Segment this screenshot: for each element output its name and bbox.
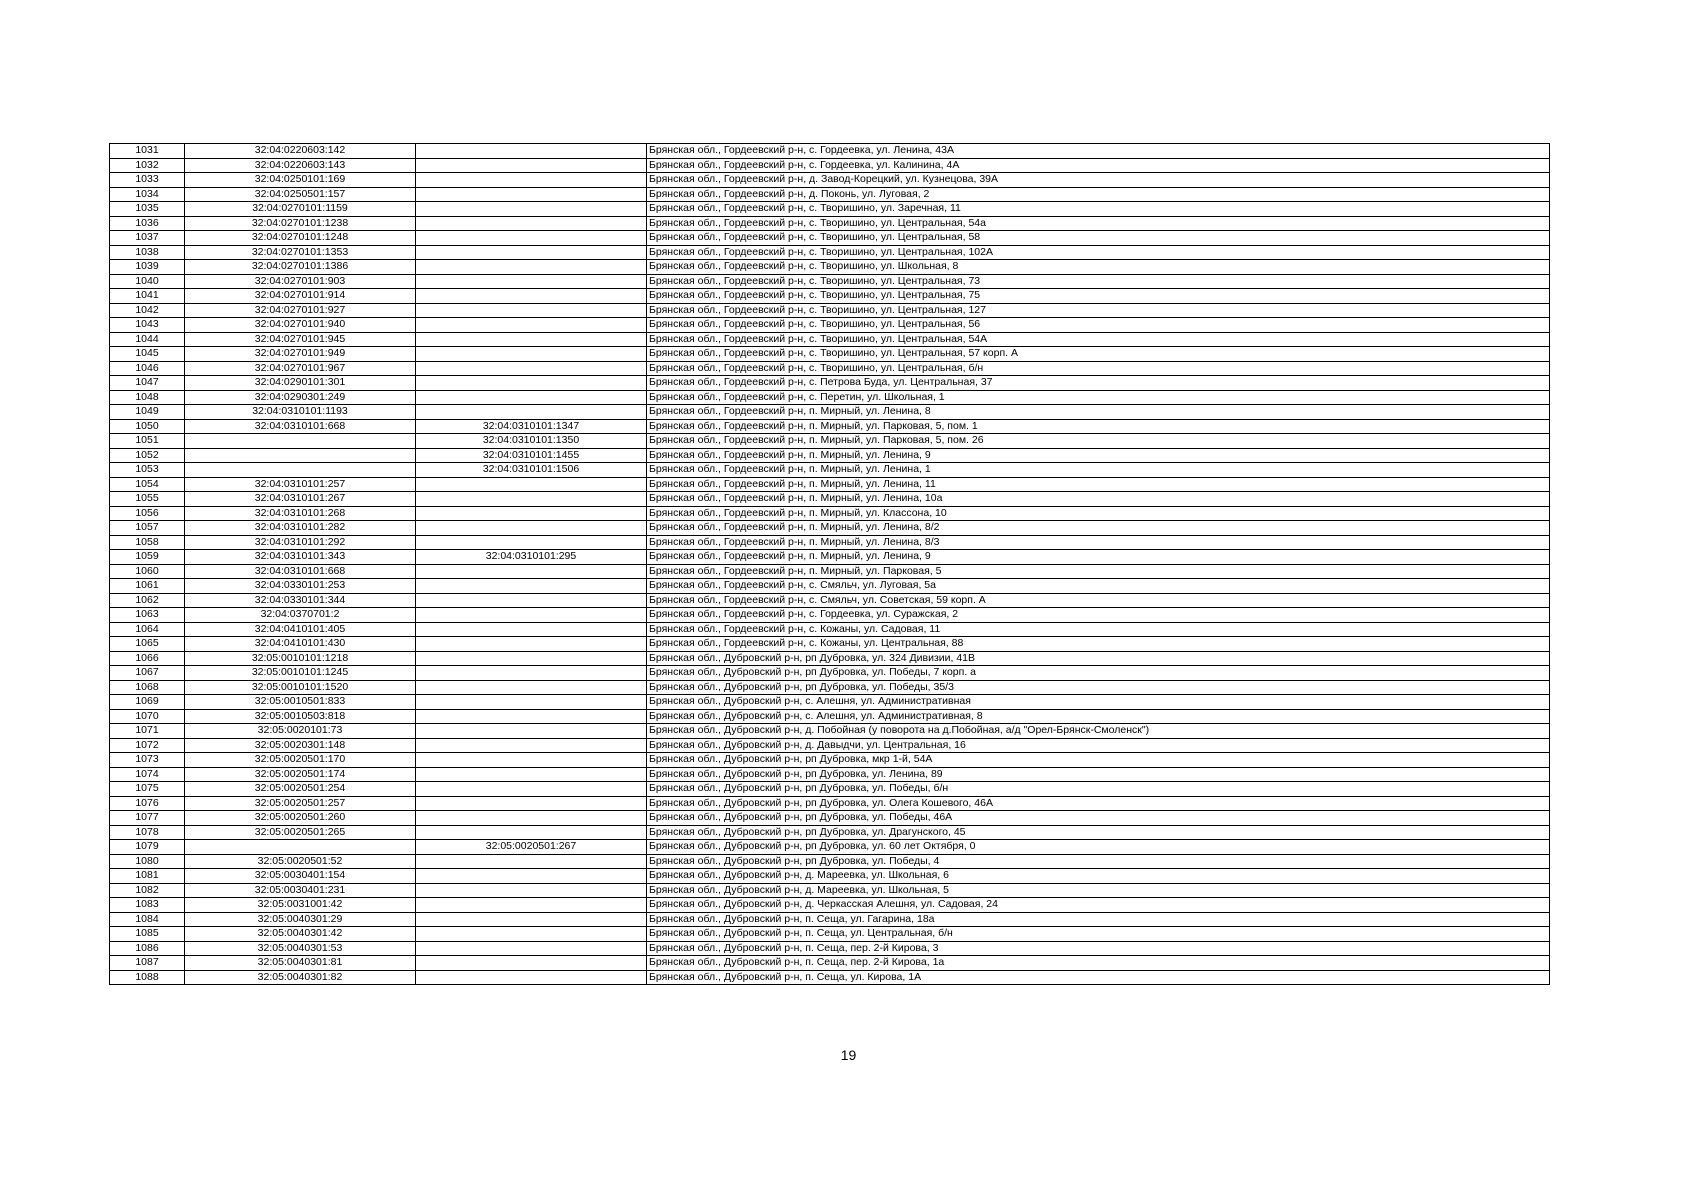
table-row bbox=[110, 637, 1550, 652]
row-number-cell: 1032 bbox=[110, 158, 185, 173]
related-cadastral-number-cell bbox=[416, 767, 647, 782]
related-cadastral-number-cell bbox=[416, 289, 647, 304]
address-cell: Брянская обл., Гордеевский р-н, с. Творишино, ул. Центральная, 56 bbox=[647, 318, 1550, 333]
cadastral-number-cell: 32:05:0010101:1520 bbox=[185, 680, 416, 695]
table-row bbox=[110, 695, 1550, 710]
cadastral-number-cell: 32:04:0310101:1193 bbox=[185, 405, 416, 420]
row-number-cell: 1046 bbox=[110, 361, 185, 376]
row-number-cell: 1073 bbox=[110, 753, 185, 768]
address-cell: Брянская обл., Гордеевский р-н, п. Мирный, ул. Ленина, 1 bbox=[647, 463, 1550, 478]
related-cadastral-number-cell: 32:04:0310101:1350 bbox=[416, 434, 647, 449]
table-row bbox=[110, 564, 1550, 579]
related-cadastral-number-cell bbox=[416, 260, 647, 275]
related-cadastral-number-cell bbox=[416, 825, 647, 840]
address-cell: Брянская обл., Дубровский р-н, п. Сеща, ул. Кирова, 1А bbox=[647, 970, 1550, 985]
address-cell: Брянская обл., Дубровский р-н, рп Дубровка, ул. Победы, 4 bbox=[647, 854, 1550, 869]
row-number-cell: 1050 bbox=[110, 419, 185, 434]
related-cadastral-number-cell bbox=[416, 477, 647, 492]
table-row bbox=[110, 332, 1550, 347]
address-cell: Брянская обл., Гордеевский р-н, с. Гордеевка, ул. Суражская, 2 bbox=[647, 608, 1550, 623]
table-row bbox=[110, 782, 1550, 797]
row-number-cell: 1075 bbox=[110, 782, 185, 797]
row-number-cell: 1062 bbox=[110, 593, 185, 608]
address-cell: Брянская обл., Гордеевский р-н, п. Мирный, ул. Классона, 10 bbox=[647, 506, 1550, 521]
table-row bbox=[110, 840, 1550, 855]
related-cadastral-number-cell bbox=[416, 593, 647, 608]
row-number-cell: 1044 bbox=[110, 332, 185, 347]
table-row bbox=[110, 144, 1550, 159]
address-cell: Брянская обл., Дубровский р-н, рп Дубровка, ул. Олега Кошевого, 46А bbox=[647, 796, 1550, 811]
related-cadastral-number-cell bbox=[416, 303, 647, 318]
cadastral-number-cell: 32:04:0330101:253 bbox=[185, 579, 416, 594]
address-cell: Брянская обл., Гордеевский р-н, д. Поконь, ул. Луговая, 2 bbox=[647, 187, 1550, 202]
table-row bbox=[110, 274, 1550, 289]
cadastral-number-cell: 32:05:0030401:231 bbox=[185, 883, 416, 898]
row-number-cell: 1054 bbox=[110, 477, 185, 492]
cadastral-number-cell: 32:05:0040301:29 bbox=[185, 912, 416, 927]
related-cadastral-number-cell bbox=[416, 709, 647, 724]
address-cell: Брянская обл., Дубровский р-н, д. Давыдчи, ул. Центральная, 16 bbox=[647, 738, 1550, 753]
related-cadastral-number-cell bbox=[416, 724, 647, 739]
address-cell: Брянская обл., Дубровский р-н, рп Дубровка, ул. Победы, 46А bbox=[647, 811, 1550, 826]
cadastral-number-cell: 32:04:0270101:945 bbox=[185, 332, 416, 347]
address-cell: Брянская обл., Дубровский р-н, п. Сеща, ул. Гагарина, 18а bbox=[647, 912, 1550, 927]
related-cadastral-number-cell bbox=[416, 782, 647, 797]
address-cell: Брянская обл., Гордеевский р-н, с. Перетин, ул. Школьная, 1 bbox=[647, 390, 1550, 405]
related-cadastral-number-cell bbox=[416, 854, 647, 869]
table-row bbox=[110, 608, 1550, 623]
related-cadastral-number-cell bbox=[416, 738, 647, 753]
row-number-cell: 1059 bbox=[110, 550, 185, 565]
row-number-cell: 1034 bbox=[110, 187, 185, 202]
address-cell: Брянская обл., Гордеевский р-н, п. Мирный, ул. Ленина, 10а bbox=[647, 492, 1550, 507]
cadastral-number-cell: 32:04:0270101:914 bbox=[185, 289, 416, 304]
row-number-cell: 1080 bbox=[110, 854, 185, 869]
cadastral-number-cell: 32:05:0040301:81 bbox=[185, 956, 416, 971]
related-cadastral-number-cell bbox=[416, 521, 647, 536]
related-cadastral-number-cell bbox=[416, 332, 647, 347]
table-row bbox=[110, 506, 1550, 521]
row-number-cell: 1060 bbox=[110, 564, 185, 579]
row-number-cell: 1048 bbox=[110, 390, 185, 405]
row-number-cell: 1039 bbox=[110, 260, 185, 275]
table-row bbox=[110, 796, 1550, 811]
related-cadastral-number-cell bbox=[416, 361, 647, 376]
address-cell: Брянская обл., Гордеевский р-н, с. Творишино, ул. Центральная, б/н bbox=[647, 361, 1550, 376]
related-cadastral-number-cell bbox=[416, 318, 647, 333]
row-number-cell: 1065 bbox=[110, 637, 185, 652]
cadastral-number-cell: 32:04:0270101:1159 bbox=[185, 202, 416, 217]
cadastral-number-cell: 32:05:0031001:42 bbox=[185, 898, 416, 913]
cadastral-number-cell: 32:05:0020501:260 bbox=[185, 811, 416, 826]
address-cell: Брянская обл., Дубровский р-н, рп Дубровка, ул. Победы, 35/3 bbox=[647, 680, 1550, 695]
row-number-cell: 1085 bbox=[110, 927, 185, 942]
table-row bbox=[110, 376, 1550, 391]
related-cadastral-number-cell bbox=[416, 173, 647, 188]
address-cell: Брянская обл., Гордеевский р-н, п. Мирный, ул. Ленина, 8 bbox=[647, 405, 1550, 420]
table-row bbox=[110, 405, 1550, 420]
cadastral-number-cell: 32:04:0270101:1248 bbox=[185, 231, 416, 246]
address-cell: Брянская обл., Гордеевский р-н, с. Творишино, ул. Центральная, 75 bbox=[647, 289, 1550, 304]
table-row bbox=[110, 477, 1550, 492]
table-row bbox=[110, 318, 1550, 333]
cadastral-number-cell: 32:05:0040301:82 bbox=[185, 970, 416, 985]
table-row bbox=[110, 492, 1550, 507]
related-cadastral-number-cell: 32:04:0310101:295 bbox=[416, 550, 647, 565]
related-cadastral-number-cell: 32:04:0310101:1506 bbox=[416, 463, 647, 478]
cadastral-number-cell: 32:04:0310101:268 bbox=[185, 506, 416, 521]
table-row bbox=[110, 361, 1550, 376]
cadastral-number-cell bbox=[185, 463, 416, 478]
related-cadastral-number-cell: 32:04:0310101:1455 bbox=[416, 448, 647, 463]
related-cadastral-number-cell bbox=[416, 390, 647, 405]
address-cell: Брянская обл., Дубровский р-н, д. Мареевка, ул. Школьная, 6 bbox=[647, 869, 1550, 884]
table-row bbox=[110, 434, 1550, 449]
cadastral-number-cell: 32:04:0270101:949 bbox=[185, 347, 416, 362]
address-cell: Брянская обл., Гордеевский р-н, п. Мирный, ул. Парковая, 5, пом. 26 bbox=[647, 434, 1550, 449]
table-row bbox=[110, 448, 1550, 463]
related-cadastral-number-cell bbox=[416, 695, 647, 710]
address-cell: Брянская обл., Дубровский р-н, д. Черкасская Алешня, ул. Садовая, 24 bbox=[647, 898, 1550, 913]
address-cell: Брянская обл., Дубровский р-н, п. Сеща, пер. 2-й Кирова, 1а bbox=[647, 956, 1550, 971]
cadastral-number-cell: 32:04:0310101:668 bbox=[185, 419, 416, 434]
related-cadastral-number-cell bbox=[416, 231, 647, 246]
table-row bbox=[110, 912, 1550, 927]
row-number-cell: 1047 bbox=[110, 376, 185, 391]
row-number-cell: 1088 bbox=[110, 970, 185, 985]
address-cell: Брянская обл., Гордеевский р-н, с. Петрова Буда, ул. Центральная, 37 bbox=[647, 376, 1550, 391]
address-cell: Брянская обл., Гордеевский р-н, с. Гордеевка, ул. Ленина, 43А bbox=[647, 144, 1550, 159]
related-cadastral-number-cell bbox=[416, 956, 647, 971]
row-number-cell: 1082 bbox=[110, 883, 185, 898]
address-cell: Брянская обл., Дубровский р-н, рп Дубровка, ул. 60 лет Октября, 0 bbox=[647, 840, 1550, 855]
address-cell: Брянская обл., Гордеевский р-н, с. Кожаны, ул. Садовая, 11 bbox=[647, 622, 1550, 637]
row-number-cell: 1074 bbox=[110, 767, 185, 782]
cadastral-number-cell: 32:04:0270101:1238 bbox=[185, 216, 416, 231]
address-cell: Брянская обл., Гордеевский р-н, п. Мирный, ул. Ленина, 8/2 bbox=[647, 521, 1550, 536]
table-row bbox=[110, 898, 1550, 913]
related-cadastral-number-cell bbox=[416, 245, 647, 260]
address-cell: Брянская обл., Гордеевский р-н, п. Мирный, ул. Ленина, 11 bbox=[647, 477, 1550, 492]
address-cell: Брянская обл., Гордеевский р-н, с. Творишино, ул. Центральная, 127 bbox=[647, 303, 1550, 318]
related-cadastral-number-cell bbox=[416, 651, 647, 666]
address-cell: Брянская обл., Гордеевский р-н, с. Смяльч, ул. Советская, 59 корп. А bbox=[647, 593, 1550, 608]
row-number-cell: 1041 bbox=[110, 289, 185, 304]
table-row bbox=[110, 666, 1550, 681]
cadastral-number-cell: 32:04:0220603:143 bbox=[185, 158, 416, 173]
cadastral-number-cell: 32:04:0250501:157 bbox=[185, 187, 416, 202]
row-number-cell: 1061 bbox=[110, 579, 185, 594]
related-cadastral-number-cell: 32:04:0310101:1347 bbox=[416, 419, 647, 434]
row-number-cell: 1087 bbox=[110, 956, 185, 971]
related-cadastral-number-cell bbox=[416, 608, 647, 623]
cadastral-number-cell: 32:04:0290101:301 bbox=[185, 376, 416, 391]
row-number-cell: 1053 bbox=[110, 463, 185, 478]
related-cadastral-number-cell bbox=[416, 506, 647, 521]
related-cadastral-number-cell bbox=[416, 202, 647, 217]
row-number-cell: 1072 bbox=[110, 738, 185, 753]
related-cadastral-number-cell bbox=[416, 144, 647, 159]
cadastral-number-cell: 32:04:0310101:343 bbox=[185, 550, 416, 565]
address-cell: Брянская обл., Дубровский р-н, п. Сеща, ул. Центральная, б/н bbox=[647, 927, 1550, 942]
cadastral-number-cell: 32:04:0220603:142 bbox=[185, 144, 416, 159]
address-cell: Брянская обл., Гордеевский р-н, п. Мирный, ул. Ленина, 9 bbox=[647, 448, 1550, 463]
address-cell: Брянская обл., Гордеевский р-н, с. Творишино, ул. Центральная, 57 корп. А bbox=[647, 347, 1550, 362]
related-cadastral-number-cell bbox=[416, 158, 647, 173]
page-number: 19 bbox=[840, 1047, 857, 1063]
table-row bbox=[110, 724, 1550, 739]
row-number-cell: 1066 bbox=[110, 651, 185, 666]
row-number-cell: 1063 bbox=[110, 608, 185, 623]
table-row bbox=[110, 231, 1550, 246]
row-number-cell: 1043 bbox=[110, 318, 185, 333]
row-number-cell: 1058 bbox=[110, 535, 185, 550]
related-cadastral-number-cell bbox=[416, 535, 647, 550]
related-cadastral-number-cell bbox=[416, 564, 647, 579]
table-row bbox=[110, 941, 1550, 956]
row-number-cell: 1068 bbox=[110, 680, 185, 695]
address-cell: Брянская обл., Дубровский р-н, с. Алешня, ул. Административная bbox=[647, 695, 1550, 710]
related-cadastral-number-cell bbox=[416, 680, 647, 695]
related-cadastral-number-cell bbox=[416, 883, 647, 898]
cadastral-number-cell: 32:04:0310101:257 bbox=[185, 477, 416, 492]
table-row bbox=[110, 622, 1550, 637]
address-cell: Брянская обл., Гордеевский р-н, с. Творишино, ул. Центральная, 102А bbox=[647, 245, 1550, 260]
cadastral-number-cell: 32:05:0010101:1245 bbox=[185, 666, 416, 681]
address-cell: Брянская обл., Гордеевский р-н, с. Творишино, ул. Центральная, 73 bbox=[647, 274, 1550, 289]
table-row bbox=[110, 579, 1550, 594]
row-number-cell: 1081 bbox=[110, 869, 185, 884]
address-cell: Брянская обл., Дубровский р-н, рп Дубровка, ул. Победы, б/н bbox=[647, 782, 1550, 797]
cadastral-number-cell: 32:04:0270101:967 bbox=[185, 361, 416, 376]
address-cell: Брянская обл., Гордеевский р-н, с. Кожаны, ул. Центральная, 88 bbox=[647, 637, 1550, 652]
address-cell: Брянская обл., Гордеевский р-н, с. Творишино, ул. Центральная, 54а bbox=[647, 216, 1550, 231]
related-cadastral-number-cell bbox=[416, 637, 647, 652]
row-number-cell: 1076 bbox=[110, 796, 185, 811]
cadastral-number-cell: 32:04:0310101:282 bbox=[185, 521, 416, 536]
table-row bbox=[110, 927, 1550, 942]
related-cadastral-number-cell bbox=[416, 622, 647, 637]
row-number-cell: 1084 bbox=[110, 912, 185, 927]
row-number-cell: 1078 bbox=[110, 825, 185, 840]
cadastral-number-cell: 32:04:0270101:927 bbox=[185, 303, 416, 318]
row-number-cell: 1086 bbox=[110, 941, 185, 956]
cadastral-number-cell: 32:05:0020301:148 bbox=[185, 738, 416, 753]
row-number-cell: 1038 bbox=[110, 245, 185, 260]
table-row bbox=[110, 767, 1550, 782]
address-cell: Брянская обл., Гордеевский р-н, с. Смяльч, ул. Луговая, 5а bbox=[647, 579, 1550, 594]
row-number-cell: 1056 bbox=[110, 506, 185, 521]
row-number-cell: 1067 bbox=[110, 666, 185, 681]
table-row bbox=[110, 245, 1550, 260]
address-cell: Брянская обл., Дубровский р-н, рп Дубровка, ул. 324 Дивизии, 41В bbox=[647, 651, 1550, 666]
table-row bbox=[110, 173, 1550, 188]
related-cadastral-number-cell bbox=[416, 187, 647, 202]
cadastral-number-cell: 32:04:0370701:2 bbox=[185, 608, 416, 623]
cadastral-number-cell: 32:05:0010501:833 bbox=[185, 695, 416, 710]
address-cell: Брянская обл., Гордеевский р-н, с. Творишино, ул. Центральная, 54А bbox=[647, 332, 1550, 347]
cadastral-number-cell: 32:05:0010503:818 bbox=[185, 709, 416, 724]
row-number-cell: 1070 bbox=[110, 709, 185, 724]
table-row bbox=[110, 593, 1550, 608]
table-row bbox=[110, 811, 1550, 826]
row-number-cell: 1057 bbox=[110, 521, 185, 536]
address-cell: Брянская обл., Гордеевский р-н, п. Мирный, ул. Ленина, 9 bbox=[647, 550, 1550, 565]
cadastral-number-cell: 32:04:0270101:1353 bbox=[185, 245, 416, 260]
table-row bbox=[110, 419, 1550, 434]
related-cadastral-number-cell bbox=[416, 898, 647, 913]
cadastral-number-cell: 32:04:0330101:344 bbox=[185, 593, 416, 608]
address-cell: Брянская обл., Дубровский р-н, рп Дубровка, ул. Победы, 7 корп. а bbox=[647, 666, 1550, 681]
cadastral-number-cell bbox=[185, 840, 416, 855]
related-cadastral-number-cell bbox=[416, 579, 647, 594]
cadastral-number-cell: 32:05:0020101:73 bbox=[185, 724, 416, 739]
property-table bbox=[109, 143, 1550, 985]
row-number-cell: 1051 bbox=[110, 434, 185, 449]
cadastral-number-cell: 32:04:0410101:430 bbox=[185, 637, 416, 652]
table-row bbox=[110, 825, 1550, 840]
cadastral-number-cell: 32:05:0040301:53 bbox=[185, 941, 416, 956]
related-cadastral-number-cell bbox=[416, 492, 647, 507]
table-row bbox=[110, 303, 1550, 318]
address-cell: Брянская обл., Гордеевский р-н, п. Мирный, ул. Ленина, 8/3 bbox=[647, 535, 1550, 550]
table-row bbox=[110, 260, 1550, 275]
table-row bbox=[110, 550, 1550, 565]
table-row bbox=[110, 651, 1550, 666]
table-row bbox=[110, 956, 1550, 971]
related-cadastral-number-cell bbox=[416, 796, 647, 811]
address-cell: Брянская обл., Гордеевский р-н, с. Творишино, ул. Школьная, 8 bbox=[647, 260, 1550, 275]
cadastral-number-cell: 32:04:0290301:249 bbox=[185, 390, 416, 405]
table-row bbox=[110, 680, 1550, 695]
table-row bbox=[110, 854, 1550, 869]
related-cadastral-number-cell bbox=[416, 912, 647, 927]
address-cell: Брянская обл., Дубровский р-н, д. Мареевка, ул. Школьная, 5 bbox=[647, 883, 1550, 898]
cadastral-number-cell: 32:05:0020501:174 bbox=[185, 767, 416, 782]
address-cell: Брянская обл., Дубровский р-н, рп Дубровка, ул. Драгунского, 45 bbox=[647, 825, 1550, 840]
cadastral-number-cell: 32:05:0040301:42 bbox=[185, 927, 416, 942]
cadastral-number-cell: 32:04:0310101:267 bbox=[185, 492, 416, 507]
related-cadastral-number-cell bbox=[416, 970, 647, 985]
row-number-cell: 1037 bbox=[110, 231, 185, 246]
table-row bbox=[110, 869, 1550, 884]
table-row bbox=[110, 535, 1550, 550]
table-row bbox=[110, 521, 1550, 536]
cadastral-number-cell: 32:05:0020501:257 bbox=[185, 796, 416, 811]
related-cadastral-number-cell bbox=[416, 274, 647, 289]
row-number-cell: 1055 bbox=[110, 492, 185, 507]
cadastral-number-cell: 32:04:0310101:668 bbox=[185, 564, 416, 579]
table-row bbox=[110, 158, 1550, 173]
table-row bbox=[110, 753, 1550, 768]
table-row bbox=[110, 970, 1550, 985]
row-number-cell: 1045 bbox=[110, 347, 185, 362]
related-cadastral-number-cell bbox=[416, 927, 647, 942]
cadastral-number-cell: 32:04:0310101:292 bbox=[185, 535, 416, 550]
property-table-body bbox=[110, 144, 1550, 985]
related-cadastral-number-cell bbox=[416, 811, 647, 826]
table-row bbox=[110, 390, 1550, 405]
address-cell: Брянская обл., Гордеевский р-н, д. Завод-Корецкий, ул. Кузнецова, 39А bbox=[647, 173, 1550, 188]
row-number-cell: 1040 bbox=[110, 274, 185, 289]
related-cadastral-number-cell bbox=[416, 666, 647, 681]
address-cell: Брянская обл., Дубровский р-н, с. Алешня, ул. Административная, 8 bbox=[647, 709, 1550, 724]
row-number-cell: 1052 bbox=[110, 448, 185, 463]
related-cadastral-number-cell: 32:05:0020501:267 bbox=[416, 840, 647, 855]
table-row bbox=[110, 187, 1550, 202]
row-number-cell: 1036 bbox=[110, 216, 185, 231]
address-cell: Брянская обл., Гордеевский р-н, с. Творишино, ул. Центральная, 58 bbox=[647, 231, 1550, 246]
related-cadastral-number-cell bbox=[416, 753, 647, 768]
cadastral-number-cell: 32:05:0020501:265 bbox=[185, 825, 416, 840]
table-row bbox=[110, 738, 1550, 753]
row-number-cell: 1069 bbox=[110, 695, 185, 710]
cadastral-number-cell: 32:04:0250101:169 bbox=[185, 173, 416, 188]
cadastral-number-cell: 32:05:0020501:170 bbox=[185, 753, 416, 768]
table-row bbox=[110, 463, 1550, 478]
cadastral-number-cell: 32:05:0020501:254 bbox=[185, 782, 416, 797]
related-cadastral-number-cell bbox=[416, 376, 647, 391]
cadastral-number-cell: 32:04:0410101:405 bbox=[185, 622, 416, 637]
row-number-cell: 1035 bbox=[110, 202, 185, 217]
address-cell: Брянская обл., Гордеевский р-н, п. Мирный, ул. Парковая, 5 bbox=[647, 564, 1550, 579]
related-cadastral-number-cell bbox=[416, 405, 647, 420]
address-cell: Брянская обл., Гордеевский р-н, с. Творишино, ул. Заречная, 11 bbox=[647, 202, 1550, 217]
row-number-cell: 1077 bbox=[110, 811, 185, 826]
address-cell: Брянская обл., Дубровский р-н, п. Сеща, пер. 2-й Кирова, 3 bbox=[647, 941, 1550, 956]
address-cell: Брянская обл., Гордеевский р-н, с. Гордеевка, ул. Калинина, 4А bbox=[647, 158, 1550, 173]
table-row bbox=[110, 347, 1550, 362]
table-row bbox=[110, 289, 1550, 304]
cadastral-number-cell: 32:05:0020501:52 bbox=[185, 854, 416, 869]
related-cadastral-number-cell bbox=[416, 869, 647, 884]
row-number-cell: 1064 bbox=[110, 622, 185, 637]
address-cell: Брянская обл., Дубровский р-н, рп Дубровка, ул. Ленина, 89 bbox=[647, 767, 1550, 782]
related-cadastral-number-cell bbox=[416, 216, 647, 231]
row-number-cell: 1071 bbox=[110, 724, 185, 739]
cadastral-number-cell: 32:05:0030401:154 bbox=[185, 869, 416, 884]
related-cadastral-number-cell bbox=[416, 347, 647, 362]
table-row bbox=[110, 216, 1550, 231]
cadastral-number-cell: 32:04:0270101:940 bbox=[185, 318, 416, 333]
address-cell: Брянская обл., Дубровский р-н, д. Побойная (у поворота на д.Побойная, а/д "Орел-Брянск-Смоленск") bbox=[647, 724, 1550, 739]
address-cell: Брянская обл., Гордеевский р-н, п. Мирный, ул. Парковая, 5, пом. 1 bbox=[647, 419, 1550, 434]
cadastral-number-cell: 32:04:0270101:1386 bbox=[185, 260, 416, 275]
cadastral-number-cell bbox=[185, 434, 416, 449]
row-number-cell: 1083 bbox=[110, 898, 185, 913]
cadastral-number-cell bbox=[185, 448, 416, 463]
row-number-cell: 1031 bbox=[110, 144, 185, 159]
row-number-cell: 1079 bbox=[110, 840, 185, 855]
cadastral-number-cell: 32:05:0010101:1218 bbox=[185, 651, 416, 666]
row-number-cell: 1033 bbox=[110, 173, 185, 188]
address-cell: Брянская обл., Дубровский р-н, рп Дубровка, мкр 1-й, 54А bbox=[647, 753, 1550, 768]
table-row bbox=[110, 709, 1550, 724]
row-number-cell: 1049 bbox=[110, 405, 185, 420]
cadastral-number-cell: 32:04:0270101:903 bbox=[185, 274, 416, 289]
table-row bbox=[110, 202, 1550, 217]
related-cadastral-number-cell bbox=[416, 941, 647, 956]
table-row bbox=[110, 883, 1550, 898]
row-number-cell: 1042 bbox=[110, 303, 185, 318]
